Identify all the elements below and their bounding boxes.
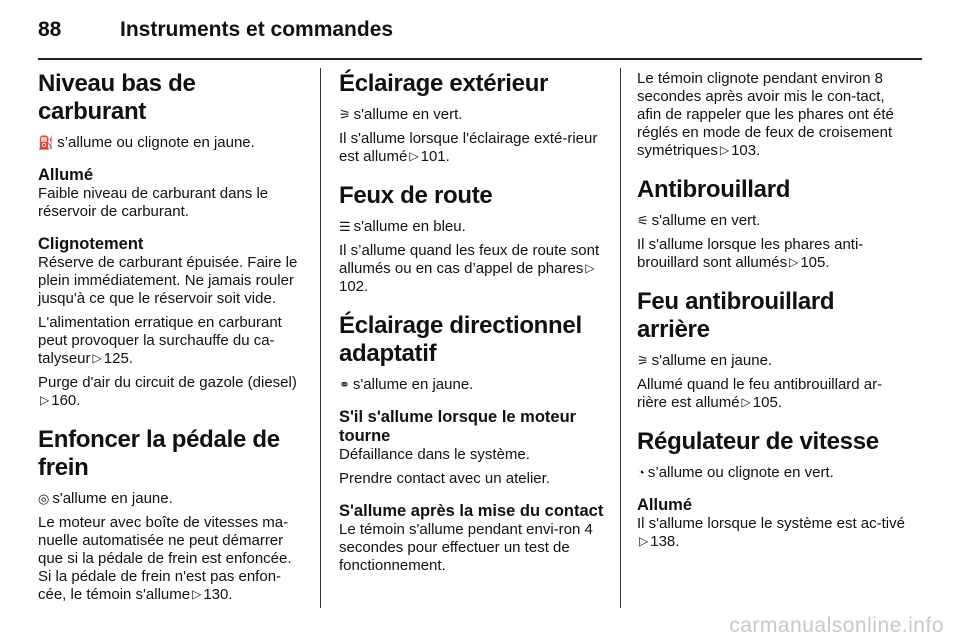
paragraph: s’allume ou clignote en jaune. xyxy=(57,134,255,151)
page-reference-arrow: ▷ xyxy=(639,534,649,548)
paragraph: Prendre contact avec un atelier. xyxy=(339,470,550,487)
paragraph: Il s'allume lorsque le système est ac-tivé xyxy=(637,515,905,532)
page-header xyxy=(38,18,922,52)
brake-pedal-icon: ◎ xyxy=(38,491,50,506)
high-beam-icon: ☰ xyxy=(339,219,351,234)
page-reference[interactable]: 105. xyxy=(752,394,782,411)
paragraph: Il s'allume lorsque l'éclairage exté-rieur est allumé xyxy=(339,130,598,165)
exterior-light-icon: ⚞ xyxy=(339,107,351,122)
section-heading: Antibrouillard xyxy=(637,176,791,203)
adaptive-light-icon: ⚭ xyxy=(339,377,350,392)
page-reference[interactable]: 130. xyxy=(203,586,233,603)
page-reference-arrow: ▷ xyxy=(409,149,419,163)
page-reference-arrow: ▷ xyxy=(789,255,799,269)
column-divider xyxy=(320,68,321,608)
section-heading: Feu antibrouillard arrière xyxy=(637,288,835,343)
section-heading: Niveau bas de carburant xyxy=(38,70,196,125)
paragraph: Allumé quand le feu antibrouillard ar-rière est allumé xyxy=(637,376,883,411)
page-reference[interactable]: 160. xyxy=(51,392,81,409)
section-heading: Feux de route xyxy=(339,182,493,209)
paragraph: Le témoin s'allume pendant envi-ron 4 secondes pour effectuer un test de fonctionnement. xyxy=(339,521,593,574)
subheading: S'allume après la mise du contact xyxy=(339,502,604,520)
paragraph: Il s’allume quand les feux de route sont allumés ou en cas d’appel de phares xyxy=(339,242,600,277)
page-reference[interactable]: 105. xyxy=(800,254,830,271)
section-heading: Éclairage directionnel adaptatif xyxy=(339,312,582,367)
header-divider xyxy=(38,58,922,60)
paragraph: s'allume en jaune. xyxy=(52,490,173,507)
page-reference[interactable]: 102. xyxy=(339,278,369,295)
subheading: Allumé xyxy=(637,496,693,514)
section-heading: Éclairage extérieur xyxy=(339,70,549,97)
section-heading: Enfoncer la pédale de frein xyxy=(38,426,280,481)
paragraph: Défaillance dans le système. xyxy=(339,446,530,463)
paragraph: Purge d'air du circuit de gazole (diesel) xyxy=(38,374,297,391)
subheading: Allumé xyxy=(38,166,94,184)
cruise-control-icon: ◔ xyxy=(637,465,645,480)
page-reference-arrow: ▷ xyxy=(585,261,595,275)
paragraph: s'allume en jaune. xyxy=(352,376,474,393)
paragraph: s'allume en vert. xyxy=(353,106,463,123)
page-reference[interactable]: 101. xyxy=(420,148,450,165)
paragraph: Il s'allume lorsque les phares anti-brouillard sont allumés xyxy=(637,236,864,271)
page-title: Instruments et commandes xyxy=(120,18,394,41)
page-reference-arrow: ▷ xyxy=(40,393,50,407)
subheading: Clignotement xyxy=(38,235,144,253)
column-3 xyxy=(637,70,911,557)
page-reference-arrow: ▷ xyxy=(92,351,102,365)
watermark: carmanualsonline.info xyxy=(729,614,944,637)
paragraph: s'allume en vert. xyxy=(651,212,761,229)
paragraph: Réserve de carburant épuisée. Faire le plein immédiatement. Ne jamais rouler jusqu'à ce que le réservoir soit vide. xyxy=(38,254,298,307)
front-fog-icon: ⚟ xyxy=(637,213,649,228)
page-reference-arrow: ▷ xyxy=(741,395,751,409)
section-heading: Régulateur de vitesse xyxy=(637,428,879,455)
page-reference-arrow: ▷ xyxy=(192,587,202,601)
column-2 xyxy=(339,70,607,581)
page-reference[interactable]: 138. xyxy=(650,533,680,550)
paragraph: s’allume ou clignote en vert. xyxy=(647,464,834,481)
paragraph: s'allume en jaune. xyxy=(651,352,773,369)
paragraph: s'allume en bleu. xyxy=(353,218,466,235)
paragraph: L'alimentation erratique en carburant peut provoquer la surchauffe du ca-talyseur xyxy=(38,314,282,367)
paragraph: Le moteur avec boîte de vitesses ma-nuelle automatisée ne peut démarrer que si la pédale de frein est enfoncée. Si la pédale de frein n'est pas enfon-cée, le témoin s'allume xyxy=(38,514,292,603)
paragraph: Faible niveau de carburant dans le réservoir de carburant. xyxy=(38,185,269,220)
subheading: S'il s'allume lorsque le moteur tourne xyxy=(339,408,577,445)
rear-fog-icon: ⚞ xyxy=(637,353,649,368)
column-1 xyxy=(38,70,306,610)
page-reference[interactable]: 125. xyxy=(103,350,133,367)
fuel-pump-icon: ⛽ xyxy=(38,135,55,150)
column-divider xyxy=(620,68,621,608)
paragraph: Le témoin clignote pendant environ 8 secondes après avoir mis le con-tact, afin de rappeler que les phares ont été réglés en mode de feux de croisement symétriques xyxy=(637,70,894,159)
page-number: 88 xyxy=(38,18,62,41)
page-reference-arrow: ▷ xyxy=(719,143,730,157)
page-reference[interactable]: 103. xyxy=(731,142,761,159)
